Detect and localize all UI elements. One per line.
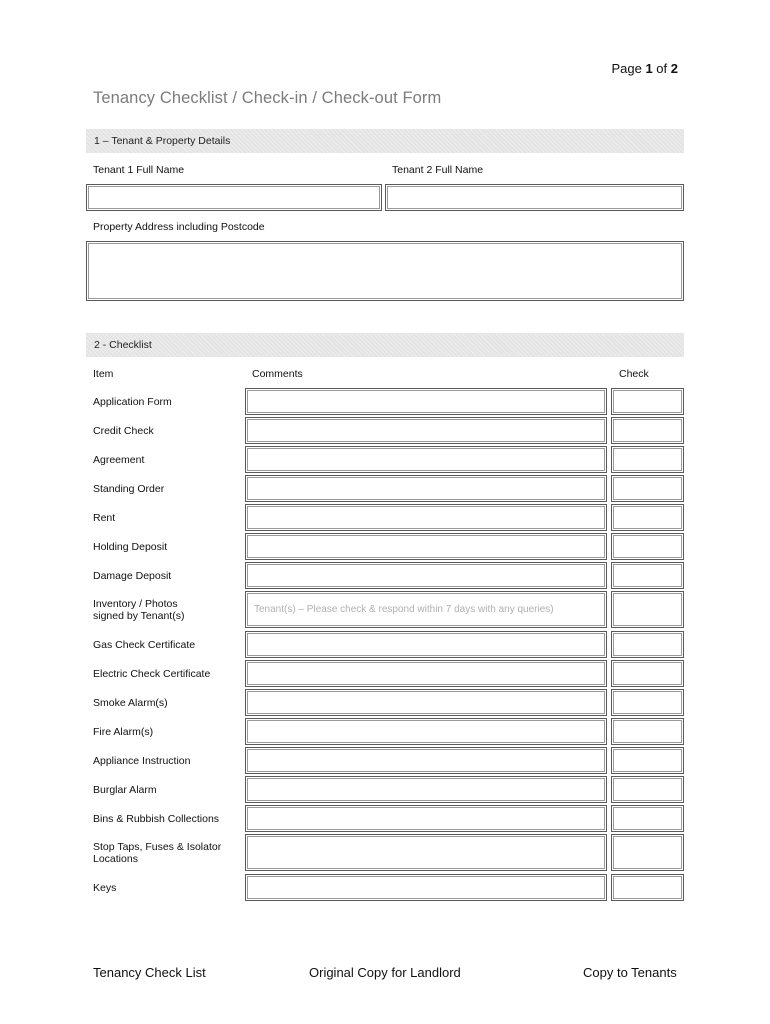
check-field[interactable] [611,533,684,560]
check-field[interactable] [611,805,684,832]
checklist-item-label: Stop Taps, Fuses & Isolator Locations [93,841,222,865]
comment-field[interactable] [245,631,607,658]
comment-field[interactable] [245,591,607,628]
check-field[interactable] [611,631,684,658]
footer-right: Copy to Tenants [583,965,677,980]
page-number [611,61,678,76]
comment-field[interactable] [245,718,607,745]
checklist-item-label: Credit Check [93,425,154,437]
comment-field[interactable] [245,834,607,871]
address-field[interactable] [86,241,684,301]
checklist-item-label: Fire Alarm(s) [93,726,154,738]
comment-field[interactable] [245,533,607,560]
comment-field[interactable] [245,660,607,687]
tenant1-label: Tenant 1 Full Name [93,164,185,176]
comment-field[interactable] [245,689,607,716]
comment-field[interactable] [245,747,607,774]
check-field[interactable] [611,475,684,502]
checklist-item-label: Electric Check Certificate [93,668,211,680]
check-field[interactable] [611,562,684,589]
check-field[interactable] [611,689,684,716]
comment-hint: Tenant(s) – Please check & respond within 7 days with any queries) [254,604,554,615]
check-field[interactable] [611,591,684,628]
check-field[interactable] [611,388,684,415]
comment-field[interactable] [245,417,607,444]
page-label: Page [611,61,642,76]
tenant2-label: Tenant 2 Full Name [392,164,484,176]
checklist-item-label: Gas Check Certificate [93,639,196,651]
section-1-heading: 1 – Tenant & Property Details [86,129,684,153]
checklist-item-label: Application Form [93,396,172,408]
footer-center: Original Copy for Landlord [309,965,461,980]
checklist-item-label: Appliance Instruction [93,755,191,767]
comment-field[interactable] [245,874,607,901]
section-2-heading: 2 - Checklist [86,333,684,357]
address-label: Property Address including Postcode [93,221,265,233]
check-field[interactable] [611,504,684,531]
page-current: 1 [645,61,653,76]
checklist-item-label: Inventory / Photos signed by Tenant(s) [93,598,185,622]
checklist-item-label: Standing Order [93,483,165,495]
check-field[interactable] [611,747,684,774]
comment-field[interactable] [245,805,607,832]
comment-field[interactable] [245,504,607,531]
checklist-item-label: Rent [93,512,116,524]
check-field[interactable] [611,446,684,473]
checklist-item-label: Damage Deposit [93,570,172,582]
checklist-item-label: Holding Deposit [93,541,168,553]
comment-field[interactable] [245,388,607,415]
comment-field[interactable] [245,562,607,589]
comment-field[interactable] [245,475,607,502]
checklist-item-label: Burglar Alarm [93,784,157,796]
check-field[interactable] [611,660,684,687]
checklist-item-label: Keys [93,882,117,894]
column-item: Item [93,368,114,380]
form-title: Tenancy Checklist / Check-in / Check-out Form [93,89,442,107]
checklist-item-label: Smoke Alarm(s) [93,697,168,709]
page-total: 2 [670,61,678,76]
column-comments: Comments [252,368,303,380]
check-field[interactable] [611,776,684,803]
comment-field[interactable] [245,776,607,803]
footer-left: Tenancy Check List [93,965,206,980]
page-of: of [656,61,668,76]
checklist-item-label: Bins & Rubbish Collections [93,813,220,825]
check-field[interactable] [611,417,684,444]
tenant1-field[interactable] [86,184,382,211]
check-field[interactable] [611,718,684,745]
checklist-item-label: Agreement [93,454,145,466]
tenant2-field[interactable] [385,184,684,211]
check-field[interactable] [611,874,684,901]
check-field[interactable] [611,834,684,871]
comment-field[interactable] [245,446,607,473]
column-check: Check [619,368,649,380]
